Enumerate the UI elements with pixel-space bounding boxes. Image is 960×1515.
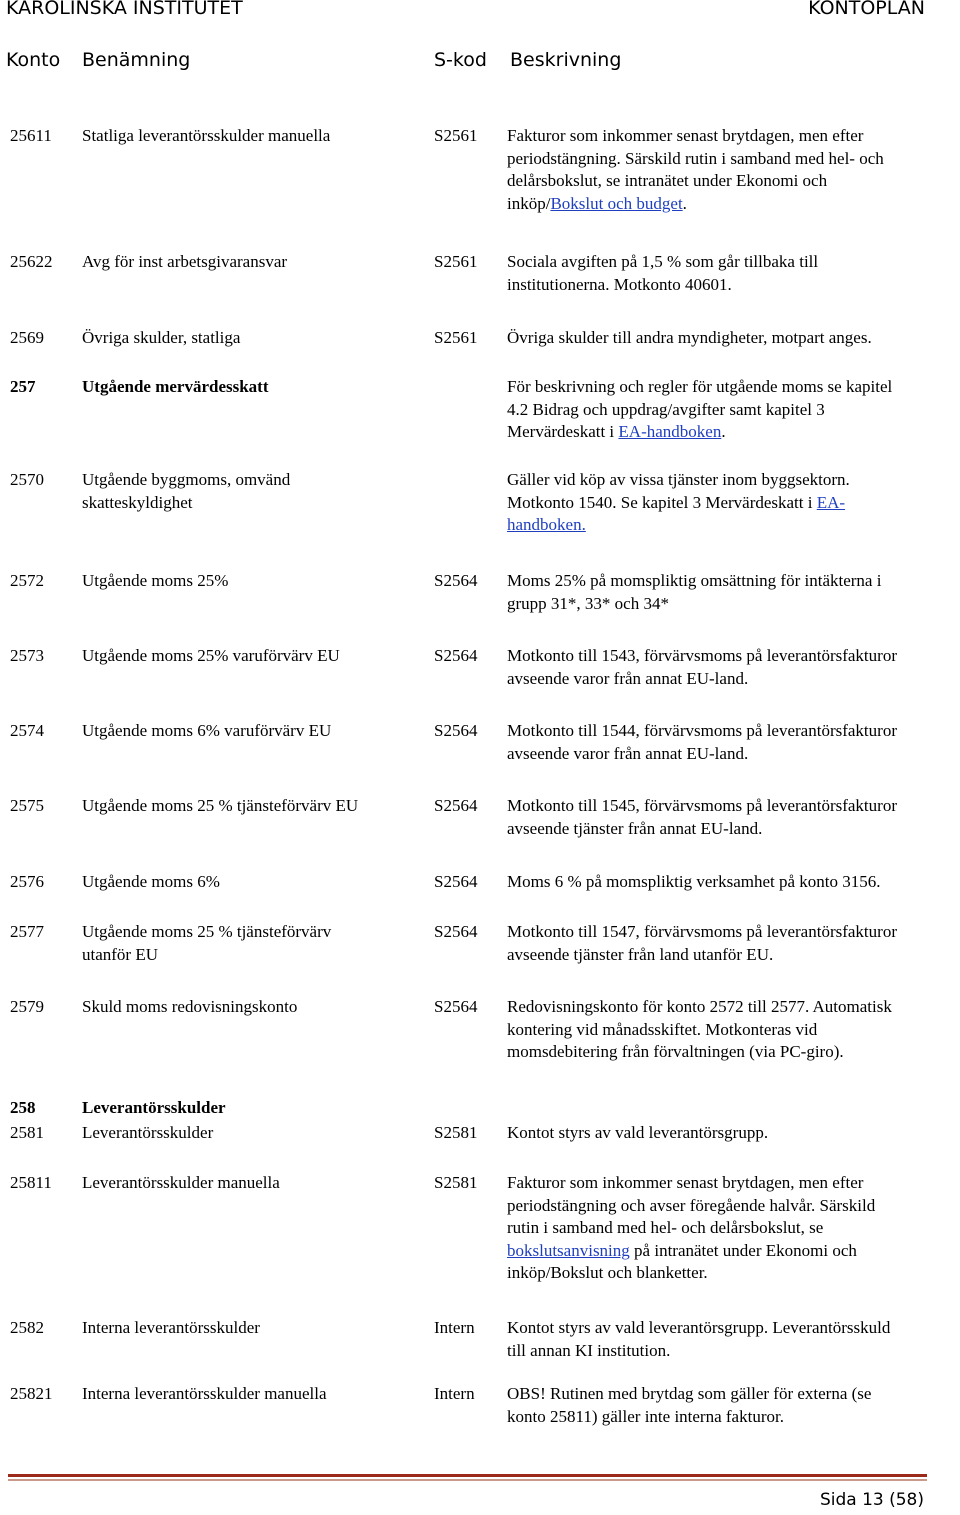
footer-divider	[8, 1474, 927, 1477]
description-line: Sociala avgiften på 1,5 % som går tillbaka till	[507, 252, 819, 271]
account-description	[507, 996, 957, 1064]
description-line: kontering vid månadsskiftet. Motkonteras vid	[507, 1019, 818, 1039]
account-description	[507, 1172, 957, 1285]
description-line: avseende varor från annat EU-land.	[507, 668, 749, 688]
s-code: S2561	[434, 126, 478, 145]
ea-handboken-link[interactable]: EA-	[816, 492, 846, 512]
column-header-konto: Konto	[6, 49, 61, 71]
description-line: Motkonto till 1545, förvärvsmoms på leverantörsfakturor	[507, 796, 897, 815]
description-text: .	[721, 422, 726, 442]
account-name: Utgående moms 6%	[82, 872, 220, 891]
description-line	[507, 492, 957, 515]
account-name	[82, 469, 427, 514]
account-number: 2572	[10, 571, 44, 590]
account-description	[507, 125, 957, 215]
account-name: Leverantörsskulder	[82, 1123, 214, 1142]
description-line: Moms 6 % på momspliktig verksamhet på konto 3156.	[507, 872, 881, 891]
s-code: S2564	[434, 796, 478, 815]
account-name-line: Utgående moms 25 % tjänsteförvärv	[82, 922, 332, 941]
account-description	[507, 645, 957, 690]
account-description	[507, 720, 957, 765]
account-description	[507, 251, 957, 296]
column-header-skod: S-kod	[434, 49, 487, 71]
account-description	[507, 921, 957, 966]
account-name: Utgående moms 25% varuförvärv EU	[82, 646, 340, 665]
description-line: momsdebitering från förvaltningen (via PC-giro).	[507, 1042, 844, 1062]
account-name: Utgående mervärdesskatt	[82, 377, 269, 396]
account-description	[507, 871, 957, 894]
ea-handboken-link[interactable]: handboken.	[507, 515, 586, 535]
s-code: Intern	[434, 1318, 475, 1337]
account-number: 2581	[10, 1123, 44, 1142]
description-line: rutin i samband med hel- och delårsbokslut, se	[507, 1218, 824, 1238]
account-number: 2570	[10, 470, 44, 489]
s-code: S2564	[434, 571, 478, 590]
account-name: Skuld moms redovisningskonto	[82, 997, 298, 1016]
s-code: Intern	[434, 1384, 475, 1403]
description-line	[507, 421, 957, 444]
account-name: Avg för inst arbetsgivaransvar	[82, 252, 288, 271]
description-line: För beskrivning och regler för utgående moms se kapitel	[507, 377, 893, 396]
s-code: S2564	[434, 922, 478, 941]
description-line: Fakturor som inkommer senast brytdagen, men efter	[507, 126, 864, 145]
description-line: Motkonto till 1547, förvärvsmoms på leverantörsfakturor	[507, 922, 897, 941]
description-line: avseende varor från annat EU-land.	[507, 743, 749, 763]
account-name: Utgående moms 25 % tjänsteförvärv EU	[82, 796, 359, 815]
description-line: Fakturor som inkommer senast brytdagen, men efter	[507, 1173, 864, 1192]
s-code: S2581	[434, 1173, 478, 1192]
column-header-beskrivning: Beskrivning	[510, 49, 622, 71]
description-line: konto 25811) gäller inte interna fakturor.	[507, 1406, 784, 1426]
footer-divider-shadow	[8, 1479, 927, 1481]
description-line: Motkonto till 1543, förvärvsmoms på leverantörsfakturor	[507, 646, 897, 665]
account-number: 25622	[10, 252, 53, 271]
account-description	[507, 570, 957, 615]
description-line: periodstängning. Särskild rutin i samband med hel- och	[507, 148, 884, 168]
description-line: Övriga skulder till andra myndigheter, motpart anges.	[507, 328, 872, 347]
s-code: S2561	[434, 328, 478, 347]
account-number: 2582	[10, 1318, 44, 1337]
account-number: 2569	[10, 328, 44, 347]
account-number: 25821	[10, 1384, 53, 1403]
account-name: Övriga skulder, statliga	[82, 328, 241, 347]
description-line: Redovisningskonto för konto 2572 till 2577. Automatisk	[507, 997, 892, 1016]
description-line: inköp/Bokslut och blanketter.	[507, 1263, 708, 1283]
description-line: 4.2 Bidrag och uppdrag/avgifter samt kapitel 3	[507, 399, 825, 419]
account-number: 2574	[10, 721, 44, 740]
account-description	[507, 1317, 957, 1362]
description-line: Motkonto till 1544, förvärvsmoms på leverantörsfakturor	[507, 721, 897, 740]
s-code: S2564	[434, 872, 478, 891]
description-line: Moms 25% på momspliktig omsättning för intäkterna i	[507, 571, 882, 590]
account-name: Leverantörsskulder	[82, 1098, 226, 1117]
description-line: OBS! Rutinen med brytdag som gäller för externa (se	[507, 1384, 872, 1403]
bokslut-budget-link[interactable]: Bokslut och budget	[550, 193, 683, 213]
description-text: Motkonto 1540. Se kapitel 3 Mervärdeskatt i	[507, 492, 817, 512]
account-description	[507, 795, 957, 840]
account-name: Utgående moms 25%	[82, 571, 229, 590]
account-name: Leverantörsskulder manuella	[82, 1173, 280, 1192]
s-code: S2561	[434, 252, 478, 271]
description-line	[507, 514, 957, 537]
account-name: Utgående moms 6% varuförvärv EU	[82, 721, 332, 740]
account-description	[507, 1383, 957, 1428]
account-name	[82, 921, 427, 966]
account-number: 25611	[10, 126, 52, 145]
description-text: Mervärdeskatt i	[507, 422, 619, 442]
account-name: Interna leverantörsskulder manuella	[82, 1384, 327, 1403]
page-number: Sida 13 (58)	[819, 1490, 924, 1510]
document-title: KONTOPLAN	[808, 0, 925, 19]
description-line: grupp 31*, 33* och 34*	[507, 593, 669, 613]
description-line: institutionerna. Motkonto 40601.	[507, 274, 732, 294]
account-number: 2573	[10, 646, 44, 665]
account-name-line: utanför EU	[82, 944, 159, 964]
s-code: S2564	[434, 646, 478, 665]
account-number: 2579	[10, 997, 44, 1016]
description-line: avseende tjänster från annat EU-land.	[507, 818, 763, 838]
account-name-line: Utgående byggmoms, omvänd	[82, 470, 291, 489]
description-line: periodstängning och avser föregående halvår. Särskild	[507, 1195, 876, 1215]
description-text: inköp/	[507, 193, 551, 213]
account-description	[507, 376, 957, 444]
account-name-line: skatteskyldighet	[82, 492, 193, 512]
description-text: .	[682, 193, 687, 213]
account-description	[507, 1122, 957, 1145]
description-text: på intranätet under Ekonomi och	[629, 1240, 857, 1260]
s-code: S2581	[434, 1123, 478, 1142]
s-code: S2564	[434, 721, 478, 740]
organization-name: KAROLINSKA INSTITUTET	[6, 0, 243, 19]
bokslutsanvisning-link[interactable]: bokslutsanvisning	[507, 1240, 630, 1260]
description-line: Gäller vid köp av vissa tjänster inom byggsektorn.	[507, 470, 850, 489]
account-description	[507, 327, 957, 350]
ea-handboken-link[interactable]: EA-handboken	[618, 422, 722, 442]
account-number: 2575	[10, 796, 44, 815]
s-code: S2564	[434, 997, 478, 1016]
account-name: Interna leverantörsskulder	[82, 1318, 260, 1337]
account-number: 258	[10, 1098, 36, 1117]
account-number: 2576	[10, 872, 44, 891]
account-number: 25811	[10, 1173, 52, 1192]
description-line: till annan KI institution.	[507, 1340, 671, 1360]
description-line: avseende tjänster från land utanför EU.	[507, 944, 774, 964]
description-line	[507, 193, 957, 216]
description-line	[507, 1240, 957, 1263]
description-line: Kontot styrs av vald leverantörsgrupp.	[507, 1123, 769, 1142]
account-number: 2577	[10, 922, 44, 941]
account-number: 257	[10, 377, 36, 396]
account-name: Statliga leverantörsskulder manuella	[82, 126, 331, 145]
description-line: delårsbokslut, se intranätet under Ekonomi och	[507, 171, 828, 191]
column-header-benamning: Benämning	[82, 49, 191, 71]
account-description	[507, 469, 957, 537]
description-line: Kontot styrs av vald leverantörsgrupp. Leverantörsskuld	[507, 1318, 891, 1337]
